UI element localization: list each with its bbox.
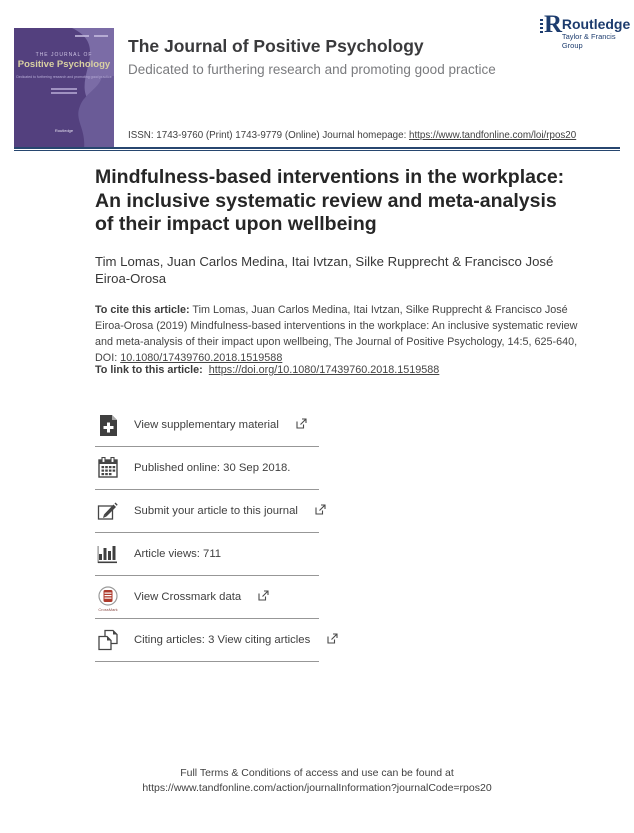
link-paragraph xyxy=(95,364,581,376)
crossmark-icon xyxy=(95,586,121,612)
issn-line xyxy=(128,130,576,141)
submit-pencil-icon xyxy=(95,500,121,522)
article-title-line: Mindfulness-based interventions in the workplace: xyxy=(95,166,565,188)
article-title xyxy=(95,166,585,237)
action-submit-article[interactable] xyxy=(95,490,319,533)
publisher-logo xyxy=(540,11,634,50)
cover-volume-info xyxy=(75,35,108,37)
external-link-icon xyxy=(315,502,326,520)
journal-title: The Journal of Positive Psychology xyxy=(128,36,424,56)
action-citing-articles[interactable] xyxy=(95,619,319,662)
terms-footer xyxy=(0,766,634,796)
cover-title: Positive Psychology xyxy=(17,59,111,70)
action-article-views xyxy=(95,533,319,576)
action-label: Submit your article to this journal xyxy=(134,505,298,517)
action-label: Published online: 30 Sep 2018. xyxy=(134,462,291,474)
action-label: Citing articles: 3 View citing articles xyxy=(134,634,311,646)
citation-paragraph xyxy=(95,302,581,366)
external-link-icon xyxy=(296,416,307,434)
journal-tagline: Dedicated to furthering research and promoting good practice xyxy=(128,62,496,77)
cite-doi-link[interactable]: 10.1080/17439760.2018.1519588 xyxy=(120,352,283,364)
link-label: To link to this article: xyxy=(95,364,203,376)
citing-articles-icon xyxy=(95,629,121,652)
cite-label: To cite this article: xyxy=(95,304,190,316)
cover-press-mark: Routledge xyxy=(54,128,74,133)
cite-text: Tim Lomas, Juan Carlos Medina, Itai Ivtzan, Silke Rupprecht & Francisco José Eiroa-Orosa (2019) Mindfulness-based interventions in the workplace: An inclusive systematic review and meta-analysis of their impact upon wellbeing, The Journal of Positive Psychology, 14:5, 625-640, DOI: xyxy=(95,304,578,364)
action-view-supplementary[interactable] xyxy=(95,404,319,447)
crossmark-caption: CrossMark xyxy=(98,607,118,612)
issn-text: ISSN: 1743-9760 (Print) 1743-9779 (Online) Journal homepage: xyxy=(128,130,410,141)
article-authors: Tim Lomas, Juan Carlos Medina, Itai Ivtzan, Silke Rupprecht & Francisco José Eiroa-Orosa xyxy=(95,254,554,286)
journal-cover-thumbnail xyxy=(14,28,114,149)
calendar-icon xyxy=(95,457,121,479)
journal-homepage-link[interactable]: https://www.tandfonline.com/loi/rpos20 xyxy=(409,130,577,141)
publisher-group: Taylor & Francis Group xyxy=(561,32,616,50)
cover-tagline: Dedicated to furthering research and promoting good practice xyxy=(16,75,112,79)
bar-chart-icon xyxy=(95,544,121,564)
cover-journal-of: THE JOURNAL OF xyxy=(35,52,93,58)
cover-editor-lines xyxy=(14,88,114,94)
action-published-online xyxy=(95,447,319,490)
external-link-icon xyxy=(327,631,338,649)
routledge-r-icon: R xyxy=(540,15,559,42)
terms-url: https://www.tandfonline.com/action/journalInformation?journalCode=rpos20 xyxy=(142,782,492,794)
action-view-crossmark[interactable] xyxy=(95,576,319,619)
external-link-icon xyxy=(258,588,269,606)
action-label: View Crossmark data xyxy=(134,591,242,603)
add-document-icon xyxy=(95,414,121,437)
header-divider-rule xyxy=(14,147,620,151)
article-doi-link[interactable]: https://doi.org/10.1080/17439760.2018.1519588 xyxy=(208,364,440,376)
action-label: Article views: 711 xyxy=(134,548,222,560)
article-title-line: of their impact upon wellbeing xyxy=(95,213,377,235)
article-action-list xyxy=(95,404,319,662)
publisher-name: Routledge xyxy=(561,16,631,32)
article-title-line: An inclusive systematic review and meta-analysis xyxy=(95,189,557,212)
action-label: View supplementary material xyxy=(134,419,279,431)
terms-line: Full Terms & Conditions of access and use can be found at xyxy=(180,767,454,779)
